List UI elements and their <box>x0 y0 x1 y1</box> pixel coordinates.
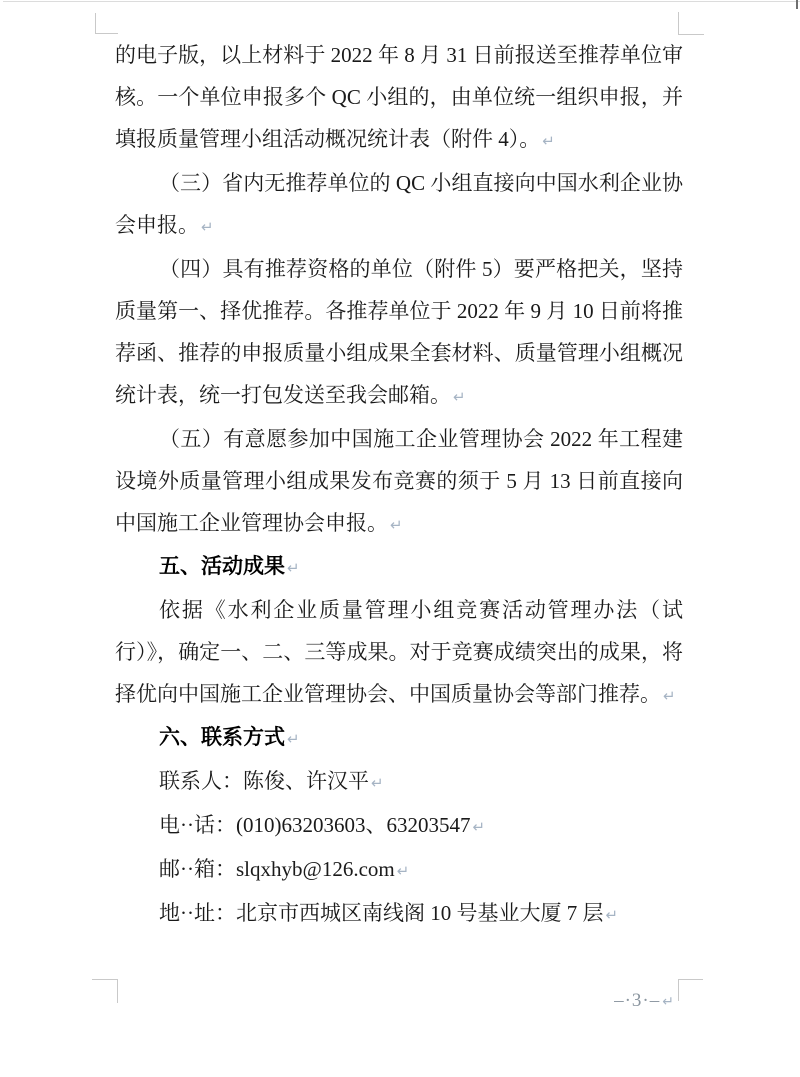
paragraph-text: 五、活动成果 <box>159 555 285 578</box>
paragraph-mark-icon: ↵ <box>287 730 300 748</box>
paragraph-text: 电··话：(010)63203603、63203547 <box>159 813 471 837</box>
paragraph-mark-icon: ↵ <box>662 994 675 1010</box>
paragraph-mark-icon: ↵ <box>287 559 300 577</box>
paragraph <box>115 760 683 804</box>
paragraph-text: （五）有意愿参加中国施工企业管理协会 2022 年工程建设境外质量管理小组成果发布竞赛的须于 5 月 13 日前直接向中国施工企业管理协会申报。 <box>115 427 683 535</box>
paragraph-mark-icon: ↵ <box>453 388 466 406</box>
paragraph-text: 六、联系方式 <box>159 726 285 749</box>
paragraph-mark-icon: ↵ <box>663 687 676 705</box>
paragraph-mark-icon: ↵ <box>371 774 384 792</box>
paragraph-text: 的电子版，以上材料于 2022 年 8 月 31 日前报送至推荐单位审核。一个单位申报多个 QC 小组的，由单位统一组织申报，并填报质量管理小组活动概况统计表（附件 4）。 <box>115 43 683 151</box>
document-body <box>115 34 683 936</box>
crop-mark-bottom-right-icon <box>678 979 703 1001</box>
paragraph <box>115 34 683 162</box>
paragraph <box>115 804 683 848</box>
paragraph-text: （三）省内无推荐单位的 QC 小组直接向中国水利企业协会申报。 <box>115 171 683 237</box>
paragraph-mark-icon: ↵ <box>201 218 214 236</box>
page-footer <box>115 990 675 1013</box>
page-top-edge <box>3 1 800 2</box>
paragraph <box>115 162 683 248</box>
paragraph-mark-icon: ↵ <box>396 862 410 880</box>
paragraph-text: 联系人：陈俊、许汉平 <box>159 769 369 793</box>
paragraph-mark-icon: ↵ <box>542 132 555 150</box>
paragraph-text: （四）具有推荐资格的单位（附件 5）要严格把关，坚持质量第一、择优推荐。各推荐单位于 2022 年 9 月 10 日前将推荐函、推荐的申报质量小组成果全套材料、质量管理小组概况统计表，统一打包发送至我会邮箱。 <box>115 257 683 407</box>
paragraph-mark-icon: ↵ <box>472 818 486 836</box>
paragraph <box>115 589 683 717</box>
paragraph-text: 依据《水利企业质量管理小组竞赛活动管理办法（试行）》，确定一、二、三等成果。对于竞赛成绩突出的成果，将择优向中国施工企业管理协会、中国质量协会等部门推荐。 <box>115 598 683 706</box>
paragraph <box>115 418 683 546</box>
paragraph-text: 地··址：北京市西城区南线阁 10 号基业大厦 7 层 <box>159 901 604 925</box>
crop-mark-top-left-icon <box>95 13 118 34</box>
paragraph <box>115 892 683 936</box>
paragraph <box>115 848 683 892</box>
section-heading <box>115 717 683 760</box>
paragraph-mark-icon: ↵ <box>390 516 403 534</box>
paragraph-text: 邮··箱：slqxhyb@126.com <box>159 857 395 881</box>
paragraph <box>115 248 683 418</box>
page-top-right-edge <box>796 0 798 9</box>
section-heading <box>115 546 683 589</box>
crop-mark-top-right-icon <box>678 12 704 35</box>
paragraph-mark-icon: ↵ <box>605 906 619 924</box>
page-number: –·3·– <box>614 990 661 1011</box>
